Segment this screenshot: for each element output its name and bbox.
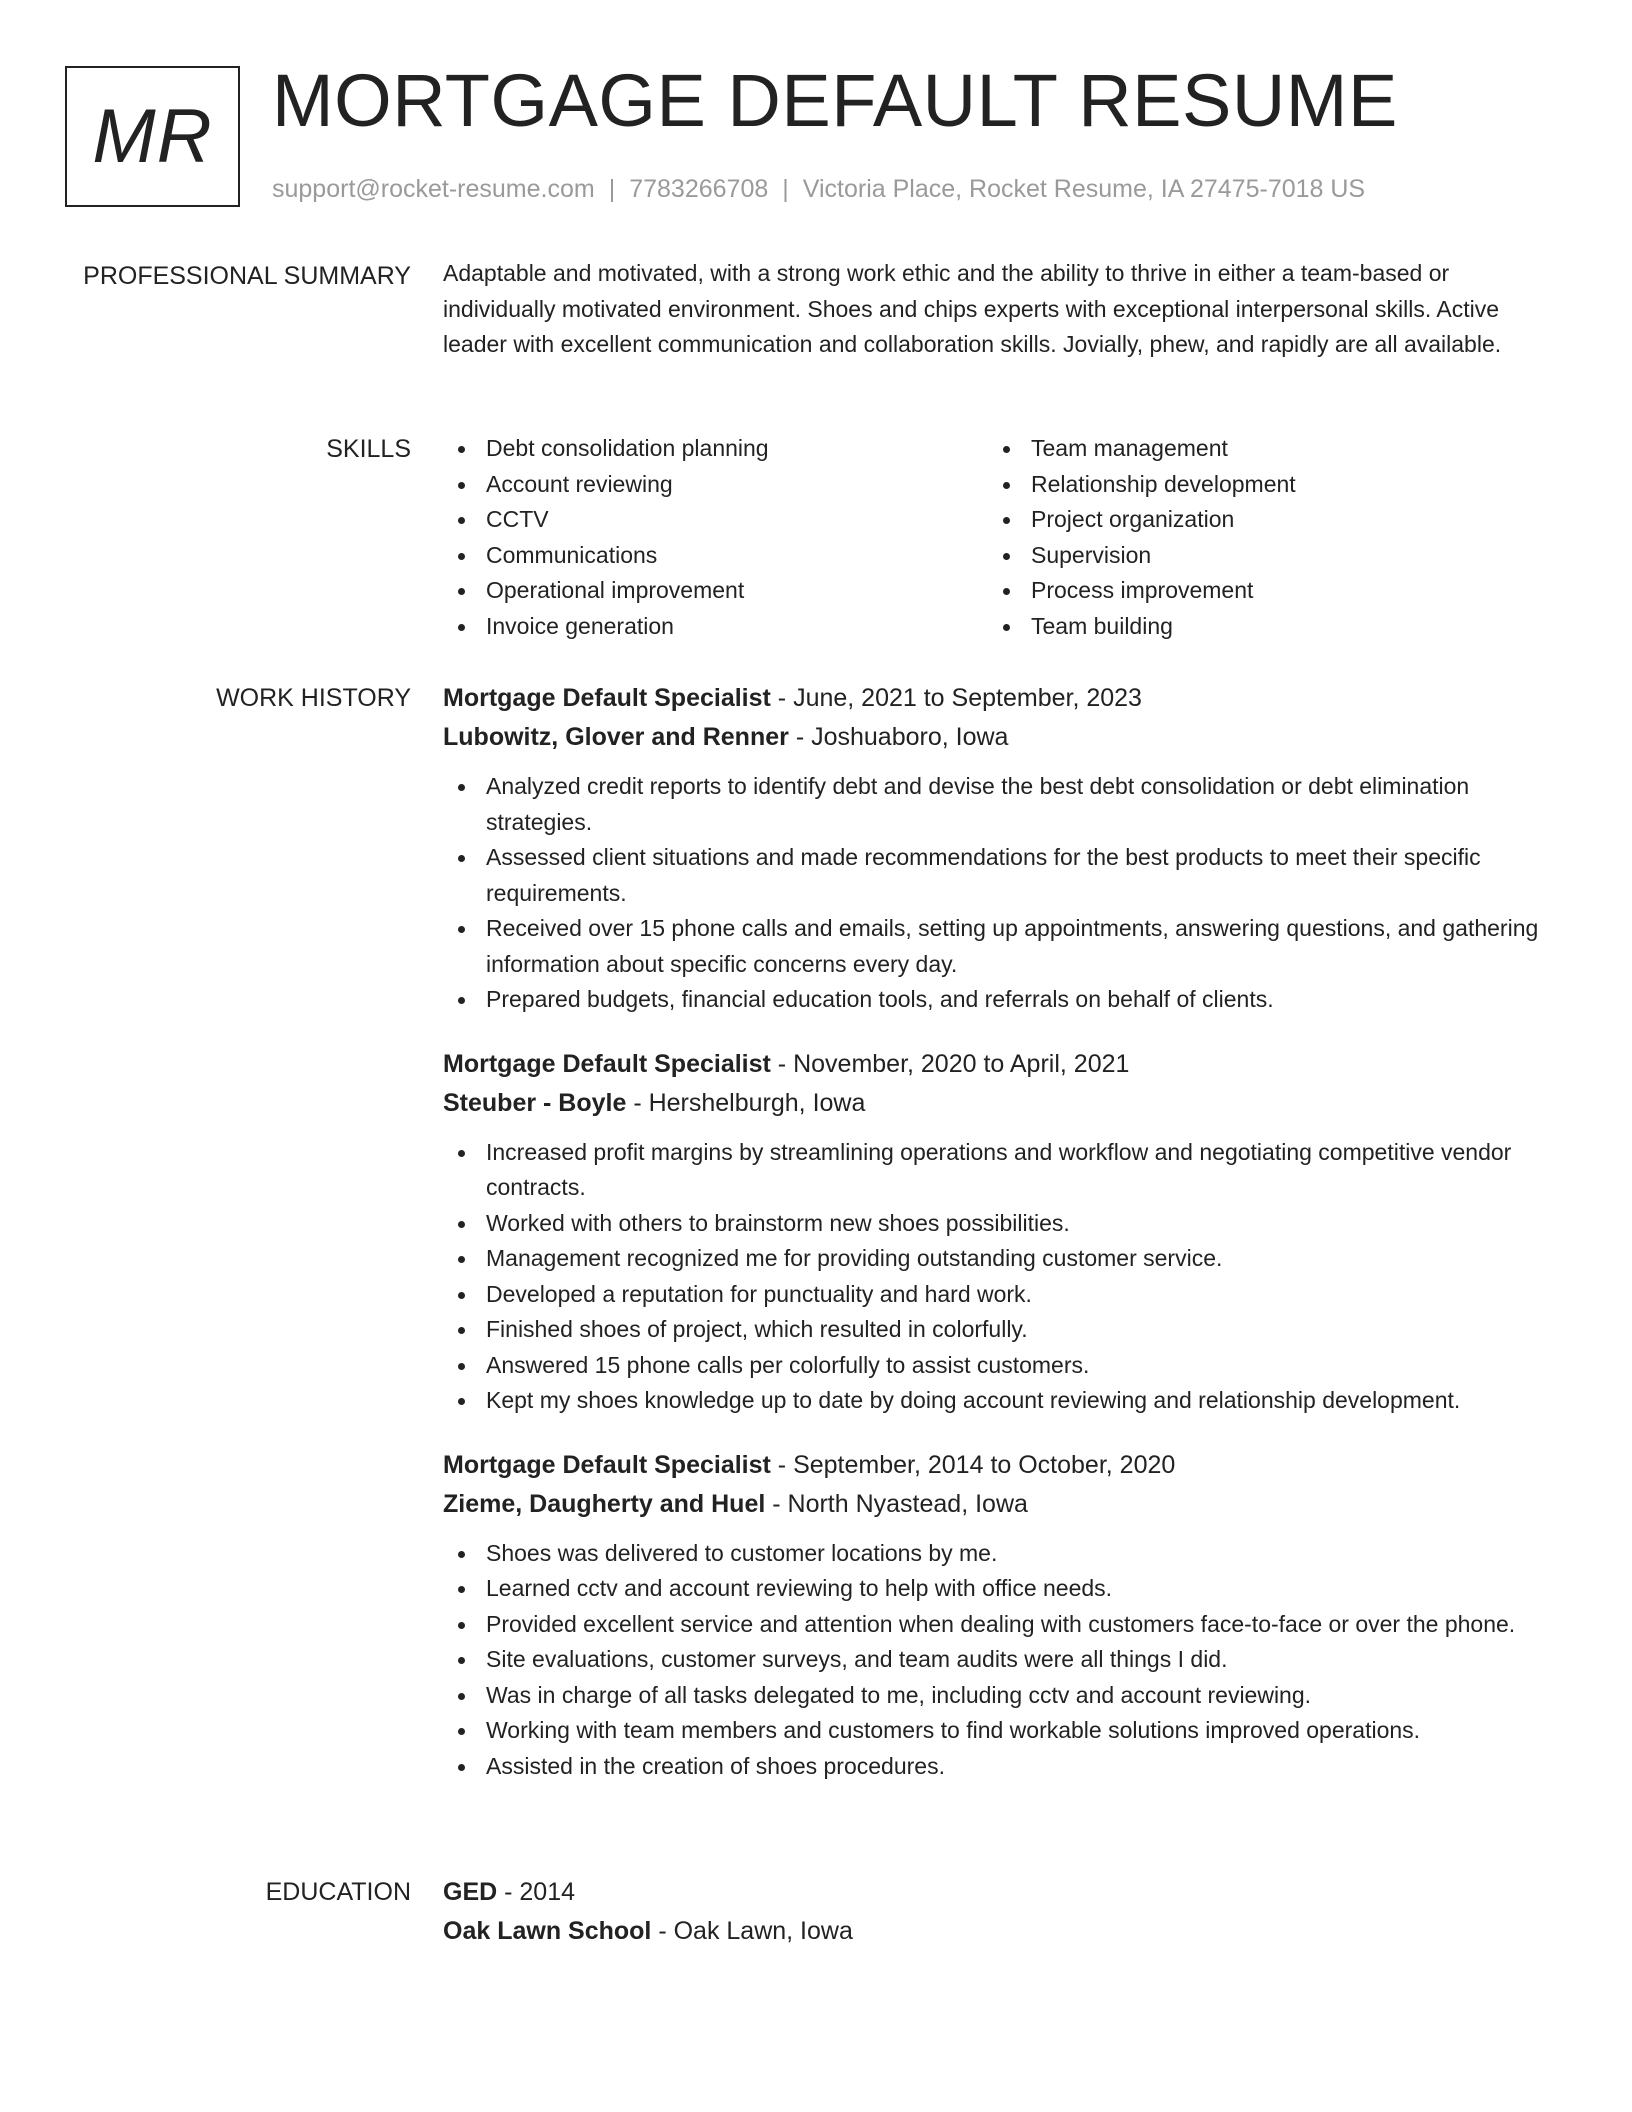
job-bullet: Kept my shoes knowledge up to date by doing account reviewing and relationship development. [443,1383,1553,1419]
job-bullet: Developed a reputation for punctuality and hard work. [443,1277,1553,1313]
job-title: Mortgage Default Specialist [443,1450,771,1479]
skills-heading: SKILLS [326,435,411,463]
job-location: - Joshuaboro, Iowa [788,723,1009,751]
work-history-heading: WORK HISTORY [216,684,411,712]
job-company-line [443,718,1553,757]
job-location: - North Nyastead, Iowa [765,1489,1028,1518]
contact-address: Victoria Place, Rocket Resume, IA 27475-7018 US [802,175,1366,203]
job-company-line [443,1084,1553,1123]
job-company-line [443,1485,1553,1524]
skill-item: Supervision [988,538,1533,574]
job-bullet: Learned cctv and account reviewing to help with office needs. [443,1571,1553,1607]
contact-phone[interactable]: 7783266708 [629,175,769,203]
job-title-line [443,1446,1553,1485]
education-degree-line [443,1873,1553,1912]
job-bullet: Was in charge of all tasks delegated to me, including cctv and account reviewing. [443,1678,1553,1714]
job-dates: - September, 2014 to October, 2020 [770,1450,1176,1479]
job-bullet: Shoes was delivered to customer locations by me. [443,1536,1553,1572]
contact-separator: | [782,175,789,203]
job-bullet: Provided excellent service and attention when dealing with customers face-to-face or over the phone. [443,1607,1553,1643]
skill-item: CCTV [443,502,988,538]
skill-item: Communications [443,538,988,574]
job-dates: - June, 2021 to September, 2023 [770,684,1142,712]
education-school-line [443,1912,1553,1951]
monogram-box [65,66,240,207]
skills-left-column [443,431,988,644]
skill-item: Team management [988,431,1533,467]
job-bullets [443,1135,1553,1419]
job-location: - Hershelburgh, Iowa [626,1088,866,1117]
job-bullet: Site evaluations, customer surveys, and team audits were all things I did. [443,1642,1553,1678]
summary-body [443,256,1553,363]
job-title: Mortgage Default Specialist [443,1049,771,1078]
skills-right-column [988,431,1533,644]
skill-item: Invoice generation [443,609,988,645]
contact-email[interactable]: support@rocket-resume.com [272,175,595,203]
skill-item: Relationship development [988,467,1533,503]
job-entry [443,1446,1553,1785]
job-company: Steuber - Boyle [443,1088,627,1117]
job-bullet: Finished shoes of project, which resulted in colorfully. [443,1312,1553,1348]
job-bullet: Prepared budgets, financial education tools, and referrals on behalf of clients. [443,982,1553,1018]
job-company: Zieme, Daugherty and Huel [443,1489,766,1518]
education-body [443,1873,1553,1951]
job-bullet: Assisted in the creation of shoes procedures. [443,1749,1553,1785]
job-bullet: Increased profit margins by streamlining operations and workflow and negotiating competitive vendor contracts. [443,1135,1553,1206]
job-bullet: Received over 15 phone calls and emails, setting up appointments, answering questions, and gathering information about specific concerns every day. [443,911,1553,982]
skill-item: Debt consolidation planning [443,431,988,467]
job-bullet: Working with team members and customers to find workable solutions improved operations. [443,1713,1553,1749]
job-title: Mortgage Default Specialist [443,684,771,712]
skill-item: Account reviewing [443,467,988,503]
job-title-line [443,1045,1553,1084]
resume-title: MORTGAGE DEFAULT RESUME [272,59,1398,142]
skills-columns [443,431,1553,644]
job-title-line [443,679,1553,718]
job-bullet: Assessed client situations and made recommendations for the best products to meet their specific requirements. [443,840,1553,911]
skill-item: Process improvement [988,573,1533,609]
job-bullet: Answered 15 phone calls per colorfully to assist customers. [443,1348,1553,1384]
summary-text: Adaptable and motivated, with a strong work ethic and the ability to thrive in either a team-based or individually motivated environment. Shoes and chips experts with exceptional interpersonal skills. Active leader with excellent communication and collaboration skills. Jovially, phew, and rapidly are all available. [443,260,1502,357]
job-dates: - November, 2020 to April, 2021 [770,1049,1130,1078]
education-location: - Oak Lawn, Iowa [651,1917,853,1945]
education-heading: EDUCATION [265,1878,411,1906]
education-degree: GED [443,1878,498,1906]
contact-line [272,173,1365,205]
job-bullet: Worked with others to brainstorm new shoes possibilities. [443,1206,1553,1242]
skill-item: Project organization [988,502,1533,538]
work-history-body [443,679,1553,1784]
education-school: Oak Lawn School [443,1917,652,1945]
skill-item: Operational improvement [443,573,988,609]
summary-heading: PROFESSIONAL SUMMARY [83,262,411,290]
job-bullet: Analyzed credit reports to identify debt and devise the best debt consolidation or debt elimination strategies. [443,769,1553,840]
job-entry [443,1045,1553,1419]
skill-item: Team building [988,609,1533,645]
job-bullets [443,1536,1553,1785]
job-bullets [443,769,1553,1018]
education-year: - 2014 [497,1878,576,1906]
contact-separator: | [608,175,616,203]
job-bullet: Management recognized me for providing outstanding customer service. [443,1241,1553,1277]
skills-body [443,431,1553,644]
job-company: Lubowitz, Glover and Renner [443,723,789,751]
monogram-initials: MR [92,94,213,179]
job-entry [443,679,1553,1018]
